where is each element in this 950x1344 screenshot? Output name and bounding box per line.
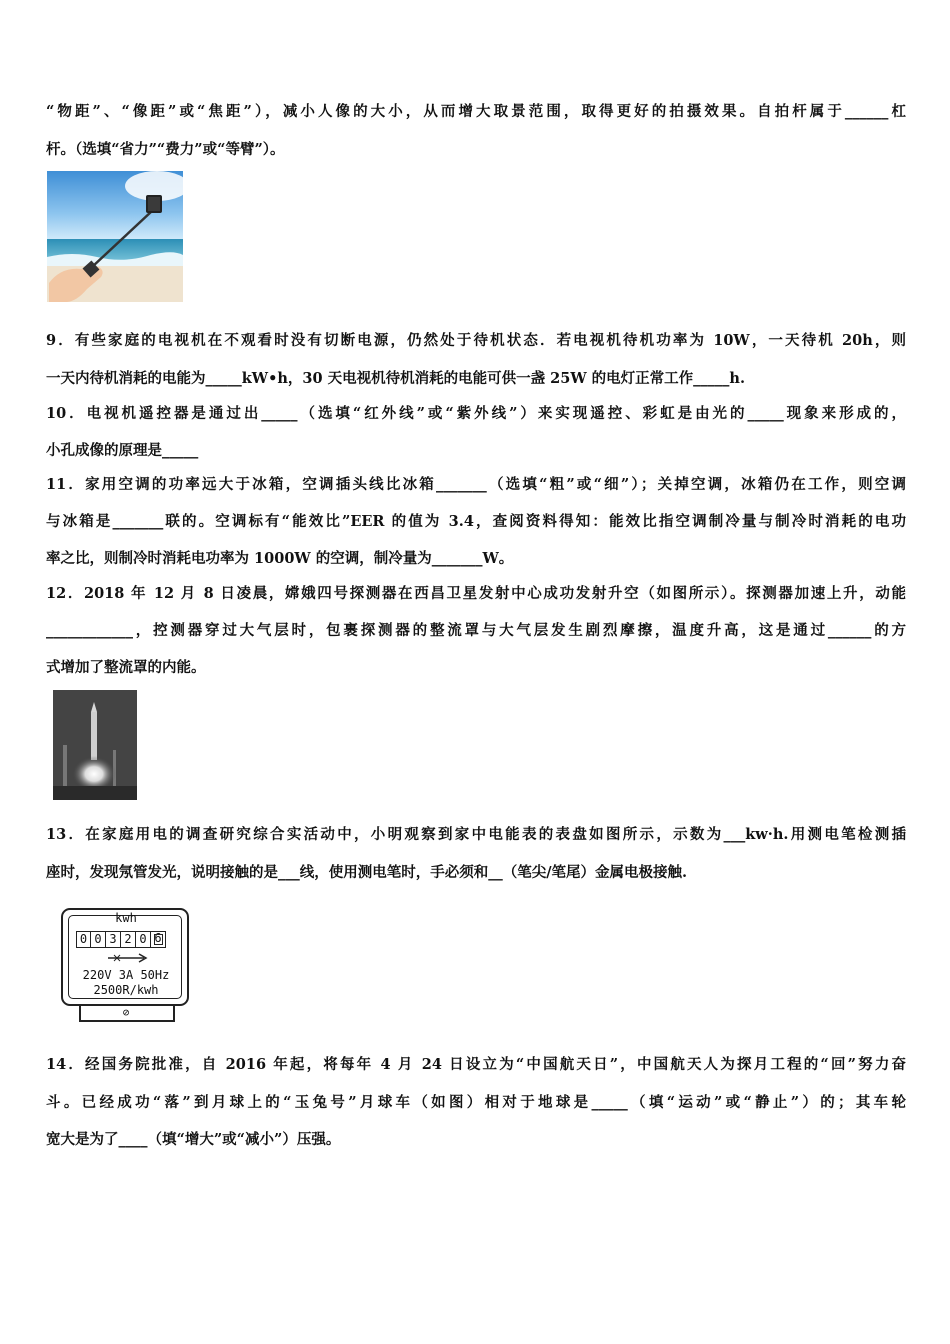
q9-line-1: 9．有些家庭的电视机在不观看时没有切断电源，仍然处于待机状态．若电视机待机功率为 10W，一天待机 20h，则 xyxy=(46,332,906,349)
q12-line-3: 式增加了整流罩的内能。 xyxy=(46,659,206,676)
selfie-stick-photo xyxy=(47,171,183,302)
q8-line-2: 杆。（选填“省力”“费力”或“等臂”）。 xyxy=(46,141,285,158)
meter-digit: 0 xyxy=(136,931,151,948)
electric-meter xyxy=(59,906,193,1024)
q11-line-2: 与冰箱是_______联的。空调标有“能效比”EER 的值为 3.4，查阅资料得知：能效比指空调制冷量与制冷时消耗的电功 xyxy=(46,513,906,530)
meter-revolutions-label: 2500R/kwh xyxy=(93,983,159,997)
q11-line-3: 率之比，则制冷时消耗电功率为 1000W 的空调，制冷量为_______W。 xyxy=(46,550,514,567)
meter-digit: 2 xyxy=(121,931,136,948)
meter-arrow-icon xyxy=(106,953,150,963)
meter-digit: 0 xyxy=(76,931,91,948)
q8-line-1: “物距”、“像距”或“焦距”），减小人像的大小，从而增大取景范围，取得更好的拍摄效果。自拍杆属于______杠 xyxy=(46,103,906,120)
meter-rating-label: 220V 3A 50Hz xyxy=(82,968,170,982)
meter-bottom-symbol: ⊘ xyxy=(122,1006,130,1019)
q10-line-1: 10．电视机遥控器是通过出_____（选填“红外线”或“紫外线”）来实现遥控、彩虹是由光的_____现象来形成的， xyxy=(46,405,906,422)
meter-digit: 3 xyxy=(106,931,121,948)
meter-digit-decimal: 6 xyxy=(151,931,166,948)
q11-line-1: 11．家用空调的功率远大于冰箱，空调插头线比冰箱_______（选填“粗”或“细”）；关掉空调，冰箱仍在工作，则空调 xyxy=(46,476,906,493)
q9-line-2: 一天内待机消耗的电能为_____kW•h，30 天电视机待机消耗的电能可供一盏 25W 的电灯正常工作_____h. xyxy=(46,370,746,387)
q14-line-3: 宽大是为了____（填“增大”或“减小”）压强。 xyxy=(46,1131,341,1148)
q10-line-2: 小孔成像的原理是_____ xyxy=(46,442,199,459)
q14-line-2: 斗。已经成功“落”到月球上的“玉兔号”月球车（如图）相对于地球是_____（填“运动”或“静止”）的；其车轮 xyxy=(46,1094,906,1111)
q13-line-2: 座时，发现氖管发光，说明接触的是___线，使用测电笔时，手必须和__（笔尖/笔尾）金属电极接触. xyxy=(46,864,688,881)
meter-unit-label: kwh xyxy=(115,911,137,925)
q12-line-1: 12．2018 年 12 月 8 日凌晨，嫦娥四号探测器在西昌卫星发射中心成功发射升空（如图所示）。探测器加速上升，动能 xyxy=(46,585,906,602)
meter-digit: 0 xyxy=(91,931,106,948)
q13-line-1: 13．在家庭用电的调查研究综合实活动中，小明观察到家中电能表的表盘如图所示，示数为___kw·h.用测电笔检测插 xyxy=(46,826,906,843)
q14-line-1: 14．经国务院批准，自 2016 年起，将每年 4 月 24 日设立为“中国航天日”，中国航天人为探月工程的“回”努力奋 xyxy=(46,1056,906,1073)
q12-line-2: ____________，控测器穿过大气层时，包裹探测器的整流罩与大气层发生剧烈摩擦，温度升高，这是通过______的方 xyxy=(46,622,906,639)
meter-digit-row xyxy=(76,931,166,948)
rocket-launch-photo xyxy=(53,690,137,800)
